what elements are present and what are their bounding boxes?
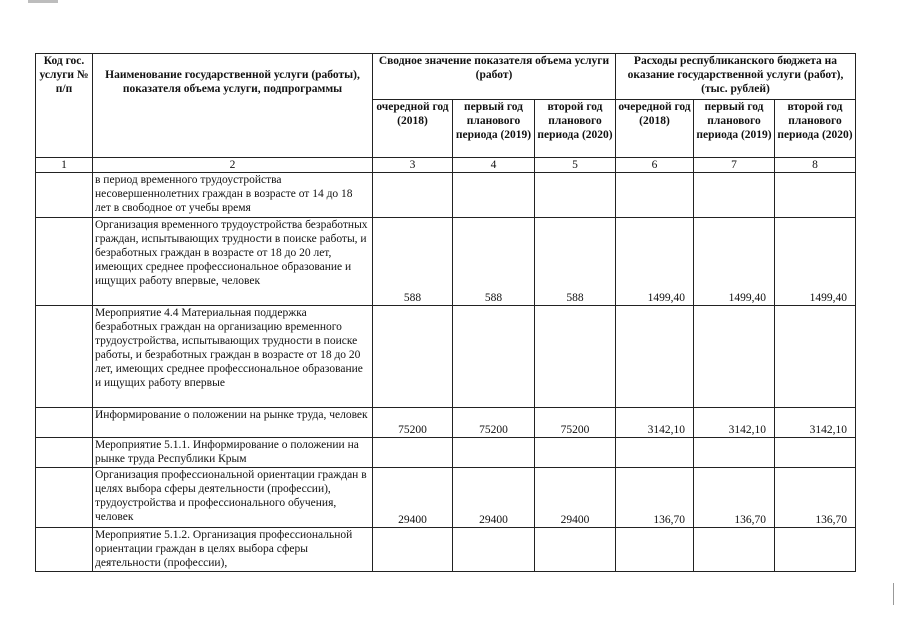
column-number-row: [36, 158, 856, 173]
row-b2018: [616, 306, 694, 408]
row-b2020: [775, 528, 856, 572]
col-number: 1: [36, 158, 93, 173]
header-v2019: первый год планового периода (2019): [453, 100, 535, 158]
row-name: Мероприятие 5.1.1. Информирование о положении на рынке труда Республики Крым: [93, 438, 373, 468]
col-number: 4: [453, 158, 535, 173]
row-b2018: [616, 438, 694, 468]
header-volume-group: Сводное значение показателя объема услуги (работ): [373, 54, 616, 100]
header-b2020: второй год планового периода (2020): [775, 100, 856, 158]
row-b2018: [616, 528, 694, 572]
row-b2020: [775, 173, 856, 218]
row-v2019: 29400: [453, 468, 535, 528]
row-v2020: 75200: [535, 408, 616, 438]
table-row: [36, 528, 856, 572]
row-name: Организация профессиональной ориентации граждан в целях выбора сферы деятельности (профессии), трудоустройства и профессионального обучения, человек: [93, 468, 373, 528]
table-row: [36, 438, 856, 468]
row-v2019: [453, 306, 535, 408]
row-code: [36, 218, 93, 306]
col-number: 8: [775, 158, 856, 173]
row-b2019: [694, 173, 775, 218]
row-v2018: [373, 306, 453, 408]
row-v2019: [453, 173, 535, 218]
row-name: в период временного трудоустройства несовершеннолетних граждан в возрасте от 14 до 18 лет в свободное от учебы время: [93, 173, 373, 218]
table-row: [36, 408, 856, 438]
row-b2020: 3142,10: [775, 408, 856, 438]
col-number: 6: [616, 158, 694, 173]
header-name-text: Наименование государственной услуги (работы), показателя объема услуги, подпрограммы: [105, 68, 360, 95]
row-v2019: 75200: [453, 408, 535, 438]
row-name: Организация временного трудоустройства безработных граждан, испытывающих трудности в поиске работы, и безработных граждан в возрасте от 18 до 20 лет, имеющих среднее профессиональное образование и ищущих работу впервые, человек: [93, 218, 373, 306]
row-v2018: 29400: [373, 468, 453, 528]
row-b2020: [775, 438, 856, 468]
col-number: 5: [535, 158, 616, 173]
row-v2020: 588: [535, 218, 616, 306]
row-v2020: [535, 173, 616, 218]
col-number: 2: [93, 158, 373, 173]
row-v2020: [535, 306, 616, 408]
scan-artifact-top: [28, 0, 58, 3]
header-name: [93, 54, 373, 158]
row-name: Мероприятие 5.1.2. Организация профессиональной ориентации граждан в целях выбора сферы деятельности (профессии),: [93, 528, 373, 572]
row-b2020: 136,70: [775, 468, 856, 528]
table-row: [36, 306, 856, 408]
table-row: [36, 468, 856, 528]
row-b2018: 136,70: [616, 468, 694, 528]
table-row: [36, 218, 856, 306]
row-code: [36, 438, 93, 468]
row-b2018: 3142,10: [616, 408, 694, 438]
row-v2020: [535, 438, 616, 468]
header-row-1: [36, 54, 856, 100]
row-v2018: [373, 438, 453, 468]
row-name: Мероприятие 4.4 Материальная поддержка безработных граждан на организацию временного трудоустройства, испытывающих трудности в поиске работы, и безработных граждан в возрасте от 18 до 20 лет, имеющих среднее профессиональное образование и ищущих работу впервые: [93, 306, 373, 408]
header-v2020: второй год планового периода (2020): [535, 100, 616, 158]
row-v2020: 29400: [535, 468, 616, 528]
row-b2019: [694, 528, 775, 572]
row-v2018: [373, 528, 453, 572]
row-v2019: 588: [453, 218, 535, 306]
row-v2018: 75200: [373, 408, 453, 438]
row-code: [36, 306, 93, 408]
row-code: [36, 408, 93, 438]
header-v2018: очередной год (2018): [373, 100, 453, 158]
row-b2020: [775, 306, 856, 408]
row-b2019: 1499,40: [694, 218, 775, 306]
row-b2019: [694, 306, 775, 408]
row-code: [36, 173, 93, 218]
row-v2018: [373, 173, 453, 218]
header-budget-group: Расходы республиканского бюджета на оказание государственной услуги (работ), (тыс. рублей): [616, 54, 856, 100]
col-number: 7: [694, 158, 775, 173]
row-code: [36, 528, 93, 572]
scan-artifact-side: [893, 583, 900, 605]
row-b2018: [616, 173, 694, 218]
table-row: [36, 173, 856, 218]
row-b2019: [694, 438, 775, 468]
row-v2019: [453, 528, 535, 572]
header-b2019: первый год планового периода (2019): [694, 100, 775, 158]
row-b2018: 1499,40: [616, 218, 694, 306]
row-v2018: 588: [373, 218, 453, 306]
budget-table: [35, 53, 856, 572]
row-v2019: [453, 438, 535, 468]
row-code: [36, 468, 93, 528]
header-code: Код гос. услуги № п/п: [36, 54, 93, 158]
header-b2018: очередной год (2018): [616, 100, 694, 158]
row-v2020: [535, 528, 616, 572]
row-name: Информирование о положении на рынке труда, человек: [93, 408, 373, 438]
col-number: 3: [373, 158, 453, 173]
row-b2019: 136,70: [694, 468, 775, 528]
row-b2019: 3142,10: [694, 408, 775, 438]
row-b2020: 1499,40: [775, 218, 856, 306]
